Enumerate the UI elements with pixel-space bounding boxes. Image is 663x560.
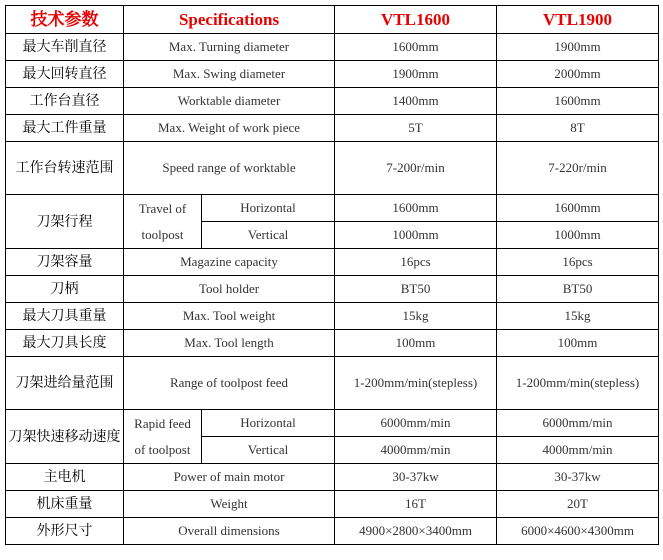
- sub-label-horizontal: Horizontal: [202, 195, 335, 222]
- row-tool-weight: [6, 303, 659, 330]
- value-b: 15kg: [497, 303, 659, 330]
- row-speed: [6, 142, 659, 195]
- label-cn: 刀柄: [6, 276, 124, 303]
- label-cn: 最大工件重量: [6, 115, 124, 142]
- value-a: 1-200mm/min(stepless): [335, 357, 497, 410]
- label-cn: 刀架进给量范围: [6, 357, 124, 410]
- value-a: 15kg: [335, 303, 497, 330]
- label-cn: 刀架行程: [6, 195, 124, 249]
- row-worktable: [6, 88, 659, 115]
- row-feed: [6, 357, 659, 410]
- value-a: 100mm: [335, 330, 497, 357]
- value-b: 16pcs: [497, 249, 659, 276]
- label-en-group: [124, 410, 202, 464]
- sub-label-horizontal: Horizontal: [202, 410, 335, 437]
- value-a: 5T: [335, 115, 497, 142]
- label-en: Max. Turning diameter: [124, 34, 335, 61]
- sub-label-vertical: Vertical: [202, 222, 335, 249]
- label-en: Weight: [124, 491, 335, 518]
- value-b: 6000mm/min: [497, 410, 659, 437]
- value-a: BT50: [335, 276, 497, 303]
- label-cn: 外形尺寸: [6, 518, 124, 545]
- value-a: 16T: [335, 491, 497, 518]
- row-holder: [6, 276, 659, 303]
- label-en: Range of toolpost feed: [124, 357, 335, 410]
- value-b: BT50: [497, 276, 659, 303]
- label-en-line1: Rapid feed: [134, 415, 191, 431]
- value-a: 7-200r/min: [335, 142, 497, 195]
- value-a: 1900mm: [335, 61, 497, 88]
- label-en: Max. Swing diameter: [124, 61, 335, 88]
- row-motor: [6, 464, 659, 491]
- value-b: 6000×4600×4300mm: [497, 518, 659, 545]
- header-cn: 技术参数: [6, 6, 124, 34]
- row-swing: [6, 61, 659, 88]
- row-machine-weight: [6, 491, 659, 518]
- value-a: 1400mm: [335, 88, 497, 115]
- value-a: 1600mm: [335, 34, 497, 61]
- label-cn: 工作台转速范围: [6, 142, 124, 195]
- value-a: 4000mm/min: [335, 437, 497, 464]
- label-en: Power of main motor: [124, 464, 335, 491]
- row-rapid-horizontal: [6, 410, 659, 437]
- label-en-line2: of toolpost: [134, 441, 191, 457]
- label-cn: 工作台直径: [6, 88, 124, 115]
- label-en: Max. Tool weight: [124, 303, 335, 330]
- label-cn: 最大刀具长度: [6, 330, 124, 357]
- row-magazine: [6, 249, 659, 276]
- label-en: Tool holder: [124, 276, 335, 303]
- label-en-group: [124, 195, 202, 249]
- value-b: 30-37kw: [497, 464, 659, 491]
- value-b: 8T: [497, 115, 659, 142]
- row-turning: [6, 34, 659, 61]
- row-dimensions: [6, 518, 659, 545]
- value-b: 100mm: [497, 330, 659, 357]
- label-en-line1: Travel of: [138, 200, 187, 216]
- value-b: 4000mm/min: [497, 437, 659, 464]
- row-travel-horizontal: [6, 195, 659, 222]
- label-cn: 最大回转直径: [6, 61, 124, 88]
- header-row: [6, 6, 659, 34]
- row-weight-piece: [6, 115, 659, 142]
- label-cn: 最大刀具重量: [6, 303, 124, 330]
- label-cn: 主电机: [6, 464, 124, 491]
- row-tool-length: [6, 330, 659, 357]
- value-a: 16pcs: [335, 249, 497, 276]
- header-model-a: VTL1600: [335, 6, 497, 34]
- label-en-line2: toolpost: [141, 226, 184, 242]
- value-a: 4900×2800×3400mm: [335, 518, 497, 545]
- label-en: Worktable diameter: [124, 88, 335, 115]
- spec-table: [5, 5, 659, 545]
- value-a: 6000mm/min: [335, 410, 497, 437]
- label-en: Max. Tool length: [124, 330, 335, 357]
- label-en: Max. Weight of work piece: [124, 115, 335, 142]
- header-model-b: VTL1900: [497, 6, 659, 34]
- value-a: 30-37kw: [335, 464, 497, 491]
- label-en: Overall dimensions: [124, 518, 335, 545]
- value-b: 20T: [497, 491, 659, 518]
- value-b: 1600mm: [497, 88, 659, 115]
- label-cn: 刀架快速移动速度: [6, 410, 124, 464]
- value-a: 1000mm: [335, 222, 497, 249]
- value-b: 1900mm: [497, 34, 659, 61]
- label-cn: 机床重量: [6, 491, 124, 518]
- value-b: 1-200mm/min(stepless): [497, 357, 659, 410]
- header-en: Specifications: [124, 6, 335, 34]
- label-en: Speed range of worktable: [124, 142, 335, 195]
- value-b: 7-220r/min: [497, 142, 659, 195]
- sub-label-vertical: Vertical: [202, 437, 335, 464]
- label-en: Magazine capacity: [124, 249, 335, 276]
- value-a: 1600mm: [335, 195, 497, 222]
- value-b: 1000mm: [497, 222, 659, 249]
- label-cn: 最大车削直径: [6, 34, 124, 61]
- value-b: 2000mm: [497, 61, 659, 88]
- label-cn: 刀架容量: [6, 249, 124, 276]
- value-b: 1600mm: [497, 195, 659, 222]
